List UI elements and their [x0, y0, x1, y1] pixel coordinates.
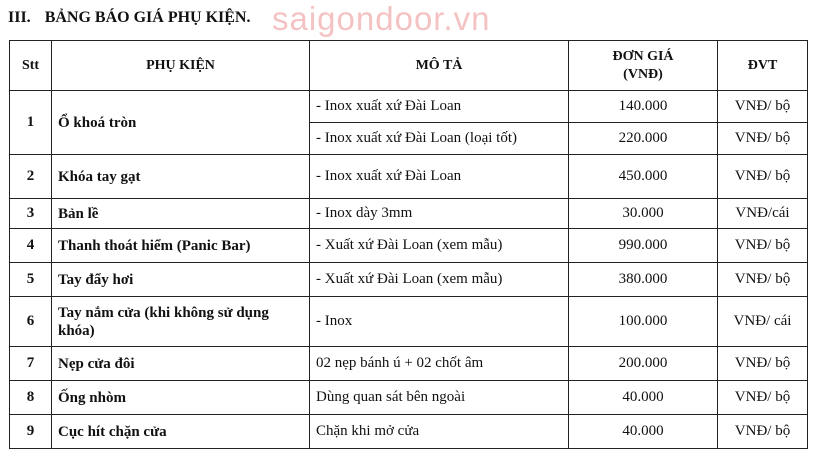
table-row: [10, 347, 808, 381]
row-price: 40.000: [569, 381, 718, 415]
row-item-name: Ổ khoá tròn: [52, 91, 310, 155]
table-row: [10, 381, 808, 415]
header-price-line2: (VNĐ): [623, 66, 663, 82]
row-unit: VNĐ/ bộ: [718, 155, 808, 199]
row-price: 220.000: [569, 123, 718, 155]
table-row: [10, 91, 808, 123]
table-row: [10, 199, 808, 229]
header-desc: MÔ TẢ: [310, 41, 569, 91]
row-unit: VNĐ/ bộ: [718, 347, 808, 381]
header-stt: Stt: [10, 41, 52, 91]
row-description: Dùng quan sát bên ngoài: [310, 381, 569, 415]
row-stt: 6: [10, 297, 52, 347]
table-row: [10, 415, 808, 449]
row-item-name: Cục hít chặn cửa: [52, 415, 310, 449]
row-description: - Inox xuất xứ Đài Loan (loại tốt): [310, 123, 569, 155]
row-unit: VNĐ/ bộ: [718, 91, 808, 123]
row-description: - Inox xuất xứ Đài Loan: [310, 155, 569, 199]
row-price: 200.000: [569, 347, 718, 381]
row-description: - Xuất xứ Đài Loan (xem mẫu): [310, 229, 569, 263]
row-price: 30.000: [569, 199, 718, 229]
row-stt: 9: [10, 415, 52, 449]
row-price: 990.000: [569, 229, 718, 263]
row-unit: VNĐ/ bộ: [718, 123, 808, 155]
row-item-name: Tay đẩy hơi: [52, 263, 310, 297]
row-item-name: Khóa tay gạt: [52, 155, 310, 199]
row-stt: 4: [10, 229, 52, 263]
section-title: BẢNG BÁO GIÁ PHỤ KIỆN.: [44, 9, 251, 26]
row-unit: VNĐ/ cái: [718, 297, 808, 347]
row-unit: VNĐ/cái: [718, 199, 808, 229]
row-price: 100.000: [569, 297, 718, 347]
row-description: 02 nẹp bánh ú + 02 chốt âm: [310, 347, 569, 381]
row-unit: VNĐ/ bộ: [718, 415, 808, 449]
section-number: III.: [8, 9, 31, 26]
row-description: - Inox: [310, 297, 569, 347]
row-description: Chặn khi mở cửa: [310, 415, 569, 449]
row-item-name: Ống nhòm: [52, 381, 310, 415]
row-description: - Xuất xứ Đài Loan (xem mẫu): [310, 263, 569, 297]
row-item-name: Nẹp cửa đôi: [52, 347, 310, 381]
row-price: 380.000: [569, 263, 718, 297]
row-unit: VNĐ/ bộ: [718, 263, 808, 297]
row-item-name: Thanh thoát hiểm (Panic Bar): [52, 229, 310, 263]
row-item-name: Tay nắm cửa (khi không sử dụng khóa): [52, 297, 310, 347]
table-row: [10, 297, 808, 347]
table-row: [10, 229, 808, 263]
header-price: [569, 41, 718, 91]
table-row: [10, 263, 808, 297]
table-row: [10, 155, 808, 199]
row-stt: 2: [10, 155, 52, 199]
watermark-logo: saigondoor.vn: [272, 0, 491, 37]
price-table: [9, 40, 808, 449]
row-unit: VNĐ/ bộ: [718, 381, 808, 415]
header-price-line1: ĐƠN GIÁ: [612, 48, 674, 64]
section-heading: [8, 4, 250, 32]
row-price: 140.000: [569, 91, 718, 123]
header-row: [10, 41, 808, 91]
row-price: 40.000: [569, 415, 718, 449]
row-stt: 8: [10, 381, 52, 415]
header-item: PHỤ KIỆN: [52, 41, 310, 91]
row-item-name: Bản lề: [52, 199, 310, 229]
row-description: - Inox xuất xứ Đài Loan: [310, 91, 569, 123]
row-stt: 3: [10, 199, 52, 229]
row-description: - Inox dày 3mm: [310, 199, 569, 229]
row-price: 450.000: [569, 155, 718, 199]
row-stt: 1: [10, 91, 52, 155]
header-unit: ĐVT: [718, 41, 808, 91]
row-stt: 7: [10, 347, 52, 381]
row-unit: VNĐ/ bộ: [718, 229, 808, 263]
row-stt: 5: [10, 263, 52, 297]
